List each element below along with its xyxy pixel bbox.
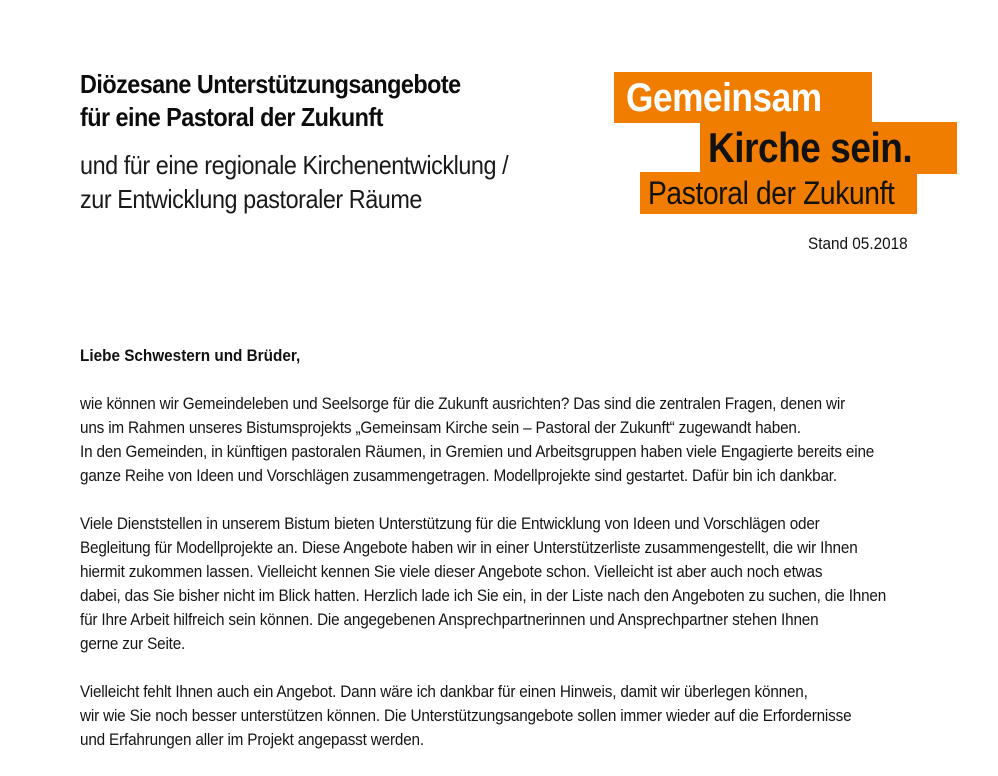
paragraph-2 [80, 512, 940, 656]
salutation: Liebe Schwestern und Brüder, [80, 346, 301, 365]
logo-text-gemeinsam: Gemeinsam [626, 76, 822, 120]
paragraph-line: Vielleicht fehlt Ihnen auch ein Angebot. Dann wäre ich dankbar für einen Hinweis, damit wir überlegen können, [80, 682, 808, 701]
paragraph-line: dabei, das Sie bisher nicht im Blick hatten. Herzlich lade ich Sie ein, in der Liste nach den Angeboten zu suchen, die Ihnen [80, 586, 887, 605]
stand-date: Stand 05.2018 [808, 234, 908, 253]
paragraph-line: Begleitung für Modellprojekte an. Diese Angebote haben wir in einer Unterstützerliste zusammengestellt, die wir Ihnen [80, 538, 858, 557]
paragraph-line: Viele Dienststellen in unserem Bistum bieten Unterstützung für die Entwicklung von Ideen und Vorschlägen oder [80, 514, 820, 533]
paragraph-line: für Ihre Arbeit hilfreich sein können. Die angegebenen Ansprechpartnerinnen und Ansprechpartner stehen Ihnen [80, 610, 819, 629]
logo-text-kirche-sein: Kirche sein. [708, 124, 913, 171]
paragraph-line: wie können wir Gemeindeleben und Seelsorge für die Zukunft ausrichten? Das sind die zentralen Fragen, denen wir [80, 394, 846, 413]
subtitle-line-1: und für eine regionale Kirchenentwicklung / [80, 150, 509, 180]
paragraph-line: hiermit zukommen lassen. Vielleicht kennen Sie viele dieser Angebote schon. Vielleicht ist aber auch noch etwas [80, 562, 823, 581]
paragraph-line: uns im Rahmen unseres Bistumsprojekts „Gemeinsam Kirche sein – Pastoral der Zukunft“ zugewandt haben. [80, 418, 801, 437]
header-block [80, 68, 600, 216]
subtitle-line-2: zur Entwicklung pastoraler Räume [80, 184, 422, 214]
paragraph-line: wir wie Sie noch besser unterstützen können. Die Unterstützungsangebote sollen immer wieder auf die Erfordernisse [80, 706, 852, 725]
paragraph-line: In den Gemeinden, in künftigen pastoralen Räumen, in Gremien und Arbeitsgruppen haben viele Engagierte bereits eine [80, 442, 875, 461]
letter-body [80, 344, 940, 776]
paragraph-3 [80, 680, 940, 752]
logo-box-pastoral [640, 172, 917, 214]
logo-box-kirche-sein [700, 122, 957, 174]
paragraph-line: und Erfahrungen aller im Projekt angepasst werden. [80, 730, 424, 749]
logo-box-gemeinsam [614, 72, 872, 123]
gemeinsam-kirche-sein-logo [614, 72, 964, 217]
paragraph-line: ganze Reihe von Ideen und Vorschlägen zusammengetragen. Modellprojekte sind gestartet. Dafür bin ich dankbar. [80, 466, 837, 485]
logo-text-pastoral: Pastoral der Zukunft [648, 175, 895, 211]
title-line-1: Diözesane Unterstützungsangebote [80, 69, 461, 99]
title-line-2: für eine Pastoral der Zukunft [80, 102, 383, 132]
paragraph-line: gerne zur Seite. [80, 634, 186, 653]
paragraph-1 [80, 392, 940, 488]
